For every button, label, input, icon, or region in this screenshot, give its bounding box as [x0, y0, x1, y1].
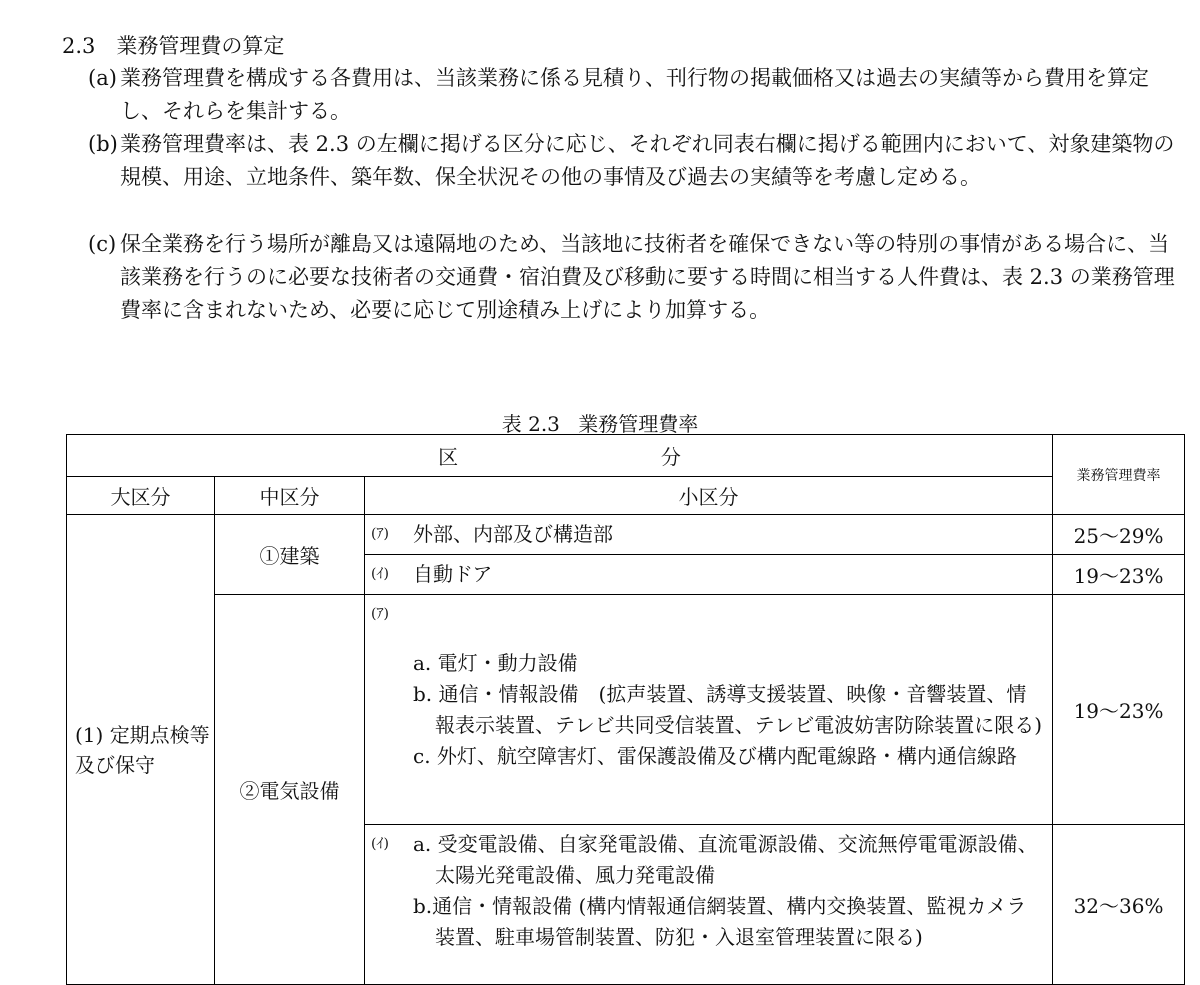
paragraph-marker: (a) [88, 66, 117, 90]
sho-cell [365, 595, 1053, 825]
table-caption-title: 業務管理費率 [578, 412, 699, 436]
header-chu: 中区分 [215, 477, 365, 515]
paragraph-marker: (c) [88, 232, 117, 256]
header-sho: 小区分 [365, 477, 1053, 515]
sho-cell [365, 515, 1053, 555]
rate-cell: 19～23% [1053, 555, 1185, 595]
item-text-block [413, 829, 1044, 979]
item-marker: (ｱ) [371, 526, 389, 542]
item-text: b.通信・情報設備 (構内情報通信網装置、構内交換装置、監視カメラ装置、駐車場管制装置、防犯・入退室管理装置に限る) [413, 894, 1027, 949]
paragraph-text: 保全業務を行う場所が離島又は遠隔地のため、当該地に技術者を確保できない等の特別の事情がある場合に、当該業務を行うのに必要な技術者の交通費・宿泊費及び移動に要する時間に相当する人件費は、表 2.3 の業務管理費率に含まれないため、必要に応じて別途積み上げにより加算する。 [120, 232, 1175, 322]
header-dai: 大区分 [67, 477, 215, 515]
item-marker: (ｲ) [371, 566, 389, 582]
paragraph-text: 業務管理費率は、表 2.3 の左欄に掲げる区分に応じ、それぞれ同表右欄に掲げる範囲内において、対象建築物の規模、用途、立地条件、築年数、保全状況その他の事情及び過去の実績等を考慮し定める。 [120, 132, 1175, 189]
chu-cell: ②電気設備 [215, 595, 365, 985]
table-subheader-row [67, 477, 1185, 515]
paragraph-b [88, 128, 1180, 194]
table-row [67, 515, 1185, 555]
paragraph-text: 業務管理費を構成する各費用は、当該業務に係る見積り、刊行物の掲載価格又は過去の実績等から費用を算定し、それらを集計する。 [120, 66, 1149, 123]
item-text: b. 通信・情報設備 (拡声装置、誘導支援装置、映像・音響装置、情報表示装置、テレビ共同受信装置、テレビ電波妨害防除装置に限る) [413, 681, 1043, 737]
header-kubun [67, 435, 1053, 477]
item-text: 外部、内部及び構造部 [413, 522, 613, 546]
item-text: c. 外灯、航空障害灯、雷保護設備及び構内配電線路・構内通信線路 [413, 743, 1017, 768]
item-text: 自動ドア [413, 562, 493, 586]
item-marker: (ｲ) [371, 836, 389, 852]
table-row [67, 595, 1185, 825]
item-text: a. 受変電設備、自家発電設備、直流電源設備、交流無停電電源設備、太陽光発電設備、風力発電設備 [413, 832, 1038, 887]
paragraph-a [88, 62, 1180, 128]
sho-cell [365, 825, 1053, 985]
management-rate-table [66, 434, 1185, 985]
header-rate: 業務管理費率 [1053, 435, 1185, 515]
rate-cell: 32～36% [1053, 825, 1185, 985]
header-kubun-left: 区 [438, 445, 459, 469]
table-caption-number: 表 2.3 [501, 412, 560, 436]
header-kubun-right: 分 [660, 445, 681, 469]
sho-cell [365, 555, 1053, 595]
item-marker: (ｱ) [371, 606, 389, 622]
rate-cell: 25～29% [1053, 515, 1185, 555]
paragraph-marker: (b) [88, 132, 118, 156]
table-header-row [67, 435, 1185, 477]
item-text: a. 電灯・動力設備 [413, 650, 578, 675]
paragraph-c [88, 228, 1180, 327]
section-title: 2.3 業務管理費の算定 [62, 34, 285, 58]
rate-cell: 19～23% [1053, 595, 1185, 825]
table-caption [0, 408, 1200, 437]
dai-cell: (1) 定期点検等及び保守 [67, 515, 215, 985]
chu-cell: ①建築 [215, 515, 365, 595]
